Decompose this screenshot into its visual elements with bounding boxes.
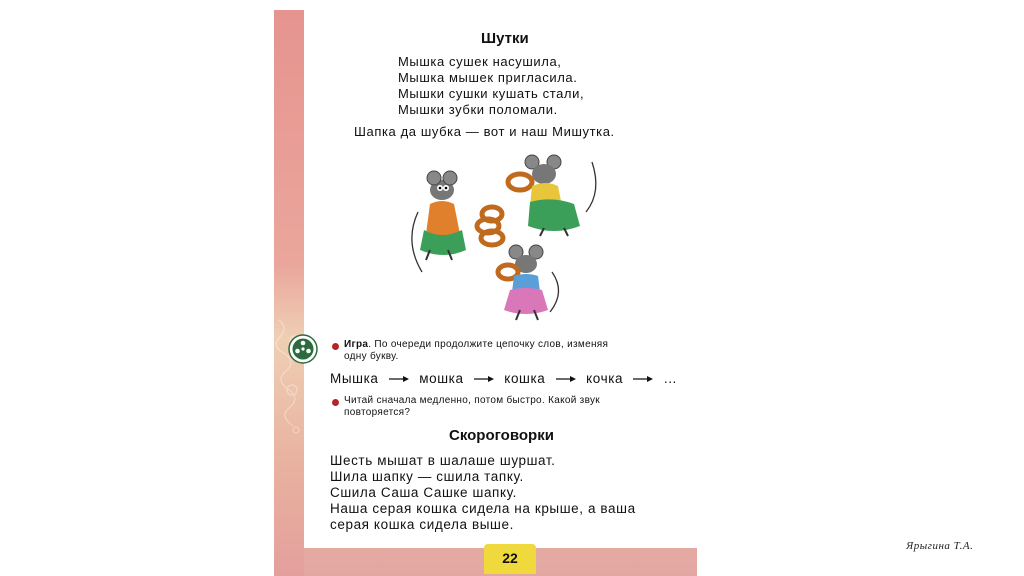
mouse-2 bbox=[508, 155, 596, 236]
chain-word-2: мошка bbox=[419, 371, 464, 386]
twister-line-4: Наша серая кошка сидела на крыше, а ваша bbox=[330, 501, 636, 516]
game-text-1: . По очереди продолжите цепочку слов, изменяя bbox=[368, 339, 609, 350]
game-bullet bbox=[332, 343, 339, 350]
author-caption: Ярыгина Т.А. bbox=[906, 540, 974, 552]
textbook-page bbox=[274, 10, 697, 576]
poem-extra-line: Шапка да шубка — вот и наш Мишутка. bbox=[354, 124, 615, 139]
chain-word-5: ... bbox=[663, 371, 677, 386]
poem-line-2: Мышка мышек пригласила. bbox=[398, 70, 578, 85]
team-game-icon bbox=[288, 334, 318, 364]
twister-line-1: Шесть мышат в шалаше шуршат. bbox=[330, 453, 556, 468]
chain-word-3: кошка bbox=[504, 371, 546, 386]
ornament-icon bbox=[274, 310, 304, 450]
game-label: Игра bbox=[344, 339, 369, 350]
task2-line-1: Читай сначала медленно, потом быстро. Какой звук bbox=[344, 395, 600, 406]
chain-word-4: кочка bbox=[586, 371, 624, 386]
bagels-1 bbox=[477, 207, 503, 245]
page-sheet bbox=[304, 10, 697, 548]
arrow-icon bbox=[631, 375, 655, 383]
game-text-2: одну букву. bbox=[344, 351, 399, 362]
poem-line-1: Мышка сушек насушила, bbox=[398, 54, 562, 69]
arrow-icon bbox=[472, 375, 496, 383]
poem-line-4: Мышки зубки поломали. bbox=[398, 102, 558, 117]
tongue-twisters-title: Скороговорки bbox=[449, 427, 554, 444]
twister-line-5: серая кошка сидела выше. bbox=[330, 517, 514, 532]
poem-title: Шутки bbox=[481, 30, 529, 47]
page-margin-strip bbox=[274, 10, 304, 576]
mouse-1 bbox=[412, 171, 466, 272]
twister-line-2: Шила шапку — сшила тапку. bbox=[330, 469, 524, 484]
poem-line-3: Мышки сушки кушать стали, bbox=[398, 86, 585, 101]
arrow-icon bbox=[387, 375, 411, 383]
arrow-icon bbox=[554, 375, 578, 383]
twister-line-3: Сшила Саша Сашке шапку. bbox=[330, 485, 517, 500]
task2-line-2: повторяется? bbox=[344, 407, 411, 418]
task2-bullet bbox=[332, 399, 339, 406]
page-number: 22 bbox=[484, 544, 536, 574]
mouse-illustration bbox=[404, 152, 604, 337]
word-chain bbox=[330, 371, 677, 386]
mouse-3 bbox=[498, 245, 559, 320]
chain-word-1: Мышка bbox=[330, 371, 379, 386]
game-instruction bbox=[344, 339, 608, 351]
